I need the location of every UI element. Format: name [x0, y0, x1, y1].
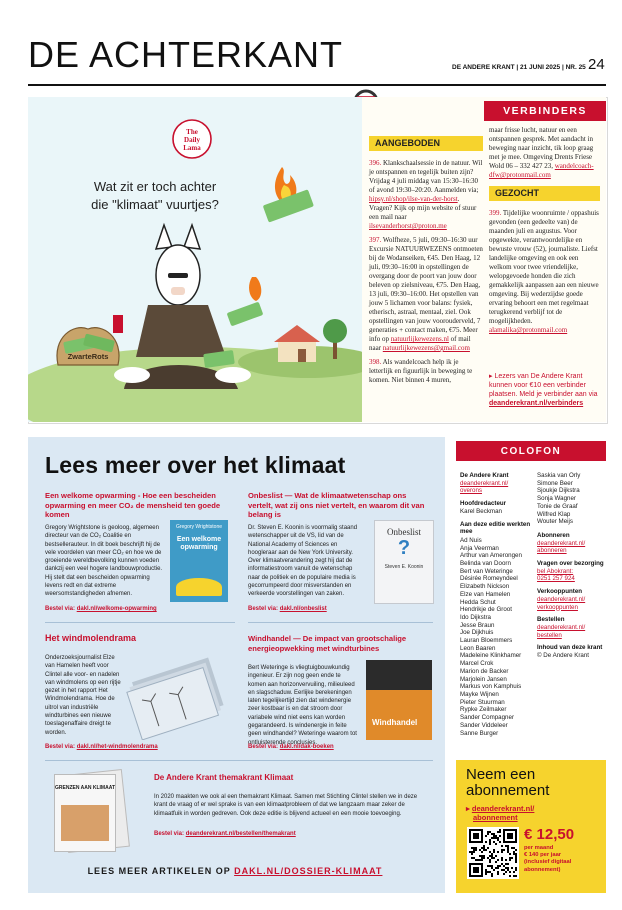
hoofdredacteur-name: Karel Beckman — [460, 507, 502, 515]
daily-lama-logo — [173, 120, 211, 158]
promo-title: Lees meer over het klimaat — [45, 452, 346, 478]
book-4-title: Windhandel — [372, 718, 418, 727]
contributor-name: Elze van Hamelen — [460, 590, 511, 598]
contributor-name: Tonie de Graaf — [537, 502, 578, 510]
bestellen-link-2[interactable]: bestellen — [537, 631, 562, 639]
article-2-link[interactable]: dakl.nl/onbeslist — [279, 606, 327, 612]
ad-399-mail[interactable]: alamalika@protonmail.com — [489, 326, 568, 334]
paper-photo — [61, 805, 109, 841]
bestellen-link-1[interactable]: deanderekrant.nl/ — [537, 623, 586, 631]
article-3-link[interactable]: dakl.nl/het-windmolendrama — [76, 744, 158, 750]
windmolendrama-reports — [120, 648, 238, 740]
org-name: De Andere Krant — [460, 472, 509, 479]
page-number: 24 — [588, 56, 605, 73]
ad-397-link[interactable]: natuurlijkewezens.nl — [390, 335, 449, 343]
book-cover-onbeslist — [374, 520, 434, 604]
cartoon-lama-scene — [28, 97, 362, 422]
contributors-list-1 — [460, 537, 532, 737]
colofon-header: COLOFON — [456, 441, 606, 461]
ad-397: 397. Wolfheze, 5 juli, 09:30–16:30 uur Excursie NATUURWEZENS ontmoeten bij de Wodanseiken, €45. Den Haag, 12 juli, 09:30–16:00 in opstellingen de overgang door de poort van jouw door beleven op zielsniveau, €75. Den Haag, 13 juli, 09:30–16:00. Het opstellen van jouw 5 lichamen voor balans: fysiek, etherisch, astraal, mentaal, ziel. Ook opstellingen van jouw voorouderveld, 7 generaties + contact maken, €75. Meer info op natuurlijkewezens.nl of mail naar natuurlijkewezens@gmail.com — [369, 236, 483, 352]
promo-cta-link[interactable]: DAKL.NL/DOSSIER-KLIMAAT — [234, 866, 383, 876]
article-3-body: Onderzoeksjournalist Elze van Hamelen heeft voor Clintel alle voor- en nadelen van windmolens op een rijtje gezet in het rapport Het Windmolendrama. Hoe de uitrol van industriële windturbines een nieuwe toeslagenaffaire dreigt te worden. — [45, 655, 121, 736]
contributor-name: Marjolein Jansen — [460, 675, 507, 683]
abonneren-label: Abonneren — [537, 531, 570, 539]
inhoud-label: Inhoud van deze krant — [537, 644, 603, 652]
sunflower-graphic — [176, 578, 222, 596]
newspaper-front — [54, 774, 116, 852]
subscribe-link[interactable]: ▸ deanderekrant.nl/ abonnement — [466, 804, 535, 822]
contributors-list-2 — [537, 472, 606, 526]
contributor-name: Anja Veerman — [460, 544, 499, 552]
themakrant-stack — [40, 768, 140, 850]
ad-398-mail[interactable]: wandelcoach-dfw@protonmail.com — [489, 162, 594, 179]
article-1-body: Gregory Wrightstone is geoloog, algemeen directeur van de CO₂ Coalitie en bestsellerauteur. In dit boek beschrijft hij de vele voordelen van meer CO₂ en hoe we de groeiende wereldbevolking kunnen voeden dankzij een veel hogere landbouwproductie. Hij stelt dat een bescheiden opwarming levens redt en dat extreme weersomstandigheden afnemen. — [45, 525, 163, 598]
ad-398-continued: maar frisse lucht, natuur en een ontspannen gesprek. Met aandacht in beweging naar inzicht, tik loop graag met je mee. Omgeving Drents Friese Wold 06 – 332 427 23, wandelcoach-dfw@protonmail.com — [489, 126, 594, 179]
bag-label: ZwarteRots — [67, 352, 109, 361]
article-1-order: Bestel via: dakl.nl/welkome-opwarming — [45, 606, 157, 612]
vragen-line-1[interactable]: bel Abokrant: — [537, 567, 574, 575]
article-2-order: Bestel via: dakl.nl/onbeslist — [248, 606, 327, 612]
edition-meta: DE ANDERE KRANT | 21 JUNI 2025 | NR. 25 — [452, 64, 586, 71]
seal-stamp — [113, 315, 123, 333]
contributor-name: Hedda Schut — [460, 598, 496, 606]
article-5-link[interactable]: deanderekrant.nl/bestellen/themakrant — [185, 831, 296, 837]
vragen-label: Vragen over bezorging — [537, 560, 604, 568]
book-2-title: Onbeslist — [386, 527, 421, 537]
sunset-graphic — [366, 690, 432, 740]
inhoud-copyright: © De Andere Krant — [537, 652, 590, 660]
subscription-price: € 12,50 — [524, 826, 575, 843]
logo-text-1: The — [186, 128, 198, 136]
contributor-name: Rypke Zeilmaker — [460, 706, 507, 714]
contributor-name: Mayke Wijnen — [460, 690, 499, 698]
ad-397-mail[interactable]: natuurlijkewezens@gmail.com — [382, 344, 470, 352]
cartoon-question-line1: Wat zit er toch achter — [93, 179, 217, 194]
verbinders-column-2 — [489, 126, 600, 340]
article-5-title: De Andere Krant themakrant Klimaat — [154, 773, 294, 782]
contributor-name: Sonja Wagner — [537, 495, 576, 503]
contributor-name: Markus von Kamphuis — [460, 683, 522, 691]
contributor-name: Wouter Meijs — [537, 518, 573, 526]
article-2-title: Onbeslist — Wat de klimaatwetenschap ons vertelt, wat zij ons niet vertelt, en waarom dit van belang is — [248, 491, 425, 519]
article-welkome-opwarming — [45, 491, 235, 520]
ad-398: 398. Als wandelcoach help ik je letterlijk en figuurlijk in beweging te komen. Niet binnen 4 muren, — [369, 358, 473, 384]
gezocht-label: GEZOCHT — [489, 186, 600, 201]
contributor-name: Bert van Weteringe — [460, 567, 513, 575]
masthead-rule — [28, 84, 606, 86]
verkoop-link-1[interactable]: deanderekrant.nl/ — [537, 595, 586, 603]
article-3-title: Het windmolendrama — [45, 633, 137, 643]
contributor-name: Sjoukje Dijkstra — [537, 487, 580, 495]
section-title: DE ACHTERKANT — [28, 34, 344, 75]
article-4-title: Windhandel — De impact van grootschalige energieopwekking met windturbines — [248, 634, 407, 653]
article-4-order: Bestel via: dakl.nl/dak-boeken — [248, 744, 334, 750]
bestellen-label: Bestellen — [537, 616, 565, 624]
contributor-name: Arthur van Amerongen — [460, 552, 522, 560]
book-cover-windhandel — [366, 660, 432, 740]
contributor-name: Sander Viddeleer — [460, 721, 508, 729]
contributor-name: Wilfred Klap — [537, 510, 571, 518]
question-mark-icon: ? — [397, 537, 411, 559]
contributor-name: Ad Nuis — [460, 536, 482, 544]
ad-396-mail[interactable]: ilsevanderhorst@proton.me — [369, 222, 447, 230]
contributor-name: Hendrikje de Groot — [460, 606, 512, 614]
book-1-title: Een welkome opwarming — [176, 536, 222, 551]
book-cover-welkome-opwarming — [170, 520, 228, 602]
paper-title: GRENZEN AAN KLIMAAT — [55, 785, 115, 791]
subscribe-title: Neem een abonnement — [466, 766, 550, 799]
article-3-order: Bestel via: dakl.nl/het-windmolendrama — [45, 744, 158, 750]
werkten-mee-label: Aan deze editie werkten mee — [460, 520, 531, 536]
verkoop-label: Verkooppunten — [537, 588, 583, 596]
article-1-link[interactable]: dakl.nl/welkome-opwarming — [76, 606, 157, 612]
contributor-name: Ido Dijkstra — [460, 613, 491, 621]
verbinders-footer-link[interactable]: deanderekrant.nl/verbinders — [489, 400, 584, 407]
colofon-column-2 — [537, 472, 606, 665]
cartoon-question-line2: die "klimaat" vuurtjes? — [91, 197, 219, 212]
promo-cta: LEES MEER ARTIKELEN OP DAKL.NL/DOSSIER-KLIMAAT — [87, 866, 383, 876]
qr-code-graphic — [467, 827, 519, 879]
vragen-phone[interactable]: 0251 257 924 — [537, 575, 575, 583]
contributor-name: Sander Compagner — [460, 714, 515, 722]
abonneren-link-1[interactable]: deanderekrant.nl/ — [537, 539, 586, 547]
contributor-name: Belinda van Doorn — [460, 560, 511, 568]
contributor-name: Désirée Romeyndeel — [460, 575, 518, 583]
logo-text-3: Lama — [183, 144, 201, 152]
verbinders-column-1 — [369, 136, 483, 390]
article-2-body: Dr. Steven E. Koonin is voormalig staand wetenschapper uit de VS, lid van de National Academy of Sciences en hoogleraar aan de New York University. Over klimaatverandering zegt hij dat de informatiestroom vanuit de wetenschap naar de politiek en de populaire media is gecorrumpeerd door misverstanden en verkeerde voorstellingen van zaken. — [248, 525, 358, 598]
article-4-link[interactable]: dakl.nl/dak-boeken — [279, 744, 334, 750]
contributor-name: Lauran Bloemmers — [460, 637, 513, 645]
contributor-name: Elizabeth Nickson — [460, 583, 510, 591]
ad-396: 396. Klankschaalsessie in de natuur. Wil je ontspannen en tegelijk buiten zijn? Vrijdag 4 juli middag van 15:30–16:30 of avond 19:30–20:20. Aanmelden via; hipsy.nl/shop/ilse-van-der-horst. Vragen? Kijk op mijn website of stuur een mail naar ilsevanderhorst@proton.me — [369, 159, 483, 230]
logo-text-2: Daily — [184, 136, 200, 144]
promo-divider-3 — [45, 760, 433, 761]
hoofdredacteur-label: Hoofdredacteur — [460, 500, 507, 508]
org-link-1[interactable]: deanderekrant.nl/ — [460, 479, 509, 487]
verkoop-link-2[interactable]: verkooppunten — [537, 603, 578, 611]
org-link-2[interactable]: overons — [460, 487, 483, 495]
cartoon-illustration — [28, 97, 362, 422]
ad-396-link[interactable]: hipsy.nl/shop/ilse-van-der-horst — [369, 195, 458, 203]
contributor-name: Simone Beer — [537, 479, 573, 487]
colofon-column-1 — [460, 472, 532, 737]
aangeboden-label: AANGEBODEN — [369, 136, 483, 151]
article-4-body: Bert Weteringe is vliegtuigbouwkundig ingenieur. Er zijn nog geen ende te komen aan horizonvervuiling, milieuleed en slagschaduw. Eerlijke berekeningen laten tegelijkertijd zien dat windenergie zeer kostbaar is en dat stroom door variabele wind niet eens kan worden gegarandeerd. Is windenergie in feite geen windhandel? Weteringe waarom tot ontluisterende conclusies. — [248, 665, 357, 746]
contributor-name: Pieter Stuurman — [460, 698, 505, 706]
article-5-order: Bestel via: deanderekrant.nl/bestellen/themakrant — [154, 831, 296, 837]
promo-divider-2 — [248, 622, 433, 623]
arrow-icon: ▸ — [489, 373, 493, 380]
contributor-name: Marion de Backer — [460, 667, 509, 675]
article-5-body: In 2020 maakten we ook al een themakrant Klimaat. Samen met Stichting Clintel stellen we in deze krant de vraag of er wel sprake is van een klimaatprobleem of dat we langzaam maar zeker de klimaatfuik in worden gedreven. Ook deze editie is blijvend actueel en een mooie toevoeging. — [154, 794, 418, 817]
contributor-name: Madeleine Klinkhamer — [460, 652, 522, 660]
contributor-name: Leon Baaren — [460, 644, 496, 652]
money-bag — [57, 328, 119, 365]
price-details: per maand € 140 per jaar (inclusief digitaal abonnement) — [524, 845, 572, 873]
verbinders-footer: ▸ Lezers van De Andere Krant kunnen voor €10 een verbinder plaatsen. Meld je verbinder aan via deanderekrant.nl/verbinders — [489, 373, 598, 407]
ad-399: 399. Tijdelijke woonruimte / oppashuis gevonden (een gedeelte van) de maanden juli en augustus. Voor opgewekte, verantwoordelijke en bewuste vrouw (52), journaliste. Liefst landelijke omgeving en ook een welkom voor twee vriendelijke, welopgevoede honden die zich gemakkelijk aanpassen aan een nieuwe omgeving. Bij wederzijdse goede ervaring behoort een met regelmaat terugkerend verblijf tot de mogelijkheden. alamalika@protonmail.com — [489, 209, 599, 334]
book-2-author: Steven E. Koonin — [384, 564, 424, 570]
contributor-name: Saskia van Orly — [537, 472, 581, 479]
abonneren-link-2[interactable]: abonneren — [537, 547, 567, 555]
contributor-name: Joe Dijkhuis — [460, 629, 494, 637]
arrow-icon: ▸ — [466, 804, 472, 813]
contributor-name: Jesse Braun — [460, 621, 495, 629]
contributor-name: Sanne Burger — [460, 729, 499, 737]
promo-divider-1 — [45, 622, 235, 623]
qr-code-icon[interactable] — [467, 827, 519, 879]
verbinders-header: VERBINDERS — [484, 101, 606, 121]
book-1-author: Gregory Wrightstone — [175, 524, 223, 530]
contributor-name: Marcel Crok — [460, 660, 494, 668]
article-1-title: Een welkome opwarming - Hoe een bescheiden opwarming en meer CO₂ de mensheid ten goede komen — [45, 491, 221, 519]
